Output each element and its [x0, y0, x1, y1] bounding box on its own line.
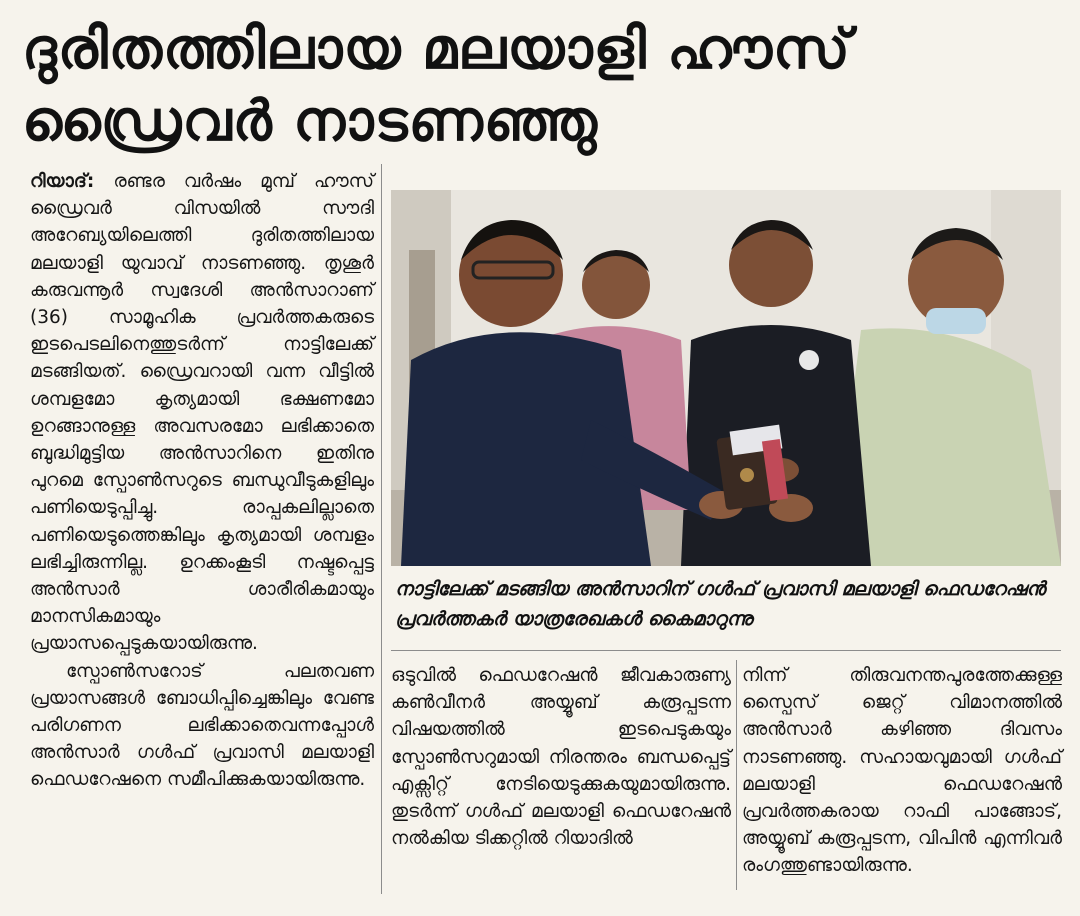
article-headline: ദുരിതത്തിലായ മലയാളി ഹൗസ് ഡ്രൈവർ നാടണഞ്ഞു — [22, 17, 851, 154]
article-paragraph-2: സ്പോൺസറോട് പലതവണ പ്രയാസങ്ങൾ ബോധിപ്പിച്ചെങ്കിലും വേണ്ട പരിഗണന ലഭിക്കാതെവന്നപ്പോൾ അൻസാർ ഗൾഫ് പ്രവാസി മലയാളി ഫെഡറേഷനെ സമീപിക്കുകയായിരുന്നു. — [30, 660, 374, 791]
photo-caption: നാട്ടിലേക്ക് മടങ്ങിയ അൻസാറിന് ഗൾഫ് പ്രവാസി മലയാളി ഫെഡറേഷൻ പ്രവർത്തകർ യാത്രരേഖകൾ കൈമാറുന്നു — [395, 578, 1046, 630]
photo-illustration — [391, 190, 1061, 566]
article-column-2: ഒടുവിൽ ഫെഡറേഷൻ ജീവകാരുണ്യ കൺവീനർ അയ്യൂബ് കരൂപ്പടന്ന വിഷയത്തിൽ ഇടപെടുകയും സ്പോൺസറുമായി നിരന്തരം ബന്ധപ്പെട്ട് എക്സിറ്റ് നേടിയെടുക്കുകയുമായിരുന്നു. തുടർന്ന് ഗൾഫ് മലയാളി ഫെഡറേഷൻ നൽകിയ ടിക്കറ്റിൽ റിയാദിൽ — [391, 665, 731, 850]
column-divider-2 — [736, 660, 737, 890]
paragraph-1-text: രണ്ടര വർഷം മുമ്പ് ഹൗസ് ഡ്രൈവർ വിസയിൽ സൗദി അറേബ്യയിലെത്തി ദുരിതത്തിലായ മലയാളി യുവാവ് നാടണഞ്ഞു. തൃശൂർ കരുവന്നൂർ സ്വദേശി അൻസാറാണ് (36) സാമൂഹിക പ്രവർത്തകരുടെ ഇടപെടലിനെത്തുടർന്ന് നാട്ടിലേക്ക് മടങ്ങിയത്. ഡ്രൈവറായി വന്ന വീട്ടിൽ ശമ്പളമോ കൃത്യമായി ഭക്ഷണമോ ഉറങ്ങാനുള്ള അവസരമോ ലഭിക്കാതെ ബുദ്ധിമുട്ടിയ അൻസാറിനെ ഇതിനു പുറമെ സ്പോൺസറുടെ ബന്ധുവീടുകളിലും പണിയെടുപ്പിച്ചു. രാപ്പകലില്ലാതെ പണിയെടുത്തെങ്കിലും കൃത്യമായി ശമ്പളം ലഭിച്ചിരുന്നില്ല. ഉറക്കംകൂടി നഷ്ടപ്പെട്ട അൻസാർ ശാരീരികമായും മാനസികമായും പ്രയാസപ്പെടുകയായിരുന്നു. — [30, 171, 374, 655]
column-divider-1 — [381, 164, 382, 894]
article-column-1 — [30, 168, 374, 794]
article-paragraph-1 — [30, 168, 374, 658]
dateline: റിയാദ്: — [30, 171, 95, 192]
caption-divider — [391, 650, 1061, 651]
news-photo — [391, 190, 1061, 566]
article-column-3: നിന്ന് തിരുവനന്തപുരത്തേക്കുള്ള സ്പൈസ് ജെറ്റ് വിമാനത്തിൽ അൻസാർ കഴിഞ്ഞ ദിവസം നാടണഞ്ഞു. സഹായവുമായി ഗൾഫ് മലയാളി ഫെഡറേഷൻ പ്രവർത്തകരായ റാഫി പാങ്ങോട്, അയ്യൂബ് കരൂപ്പടന്ന, വിപിൻ എന്നിവർ രംഗത്തുണ്ടായിരുന്നു. — [742, 665, 1062, 877]
